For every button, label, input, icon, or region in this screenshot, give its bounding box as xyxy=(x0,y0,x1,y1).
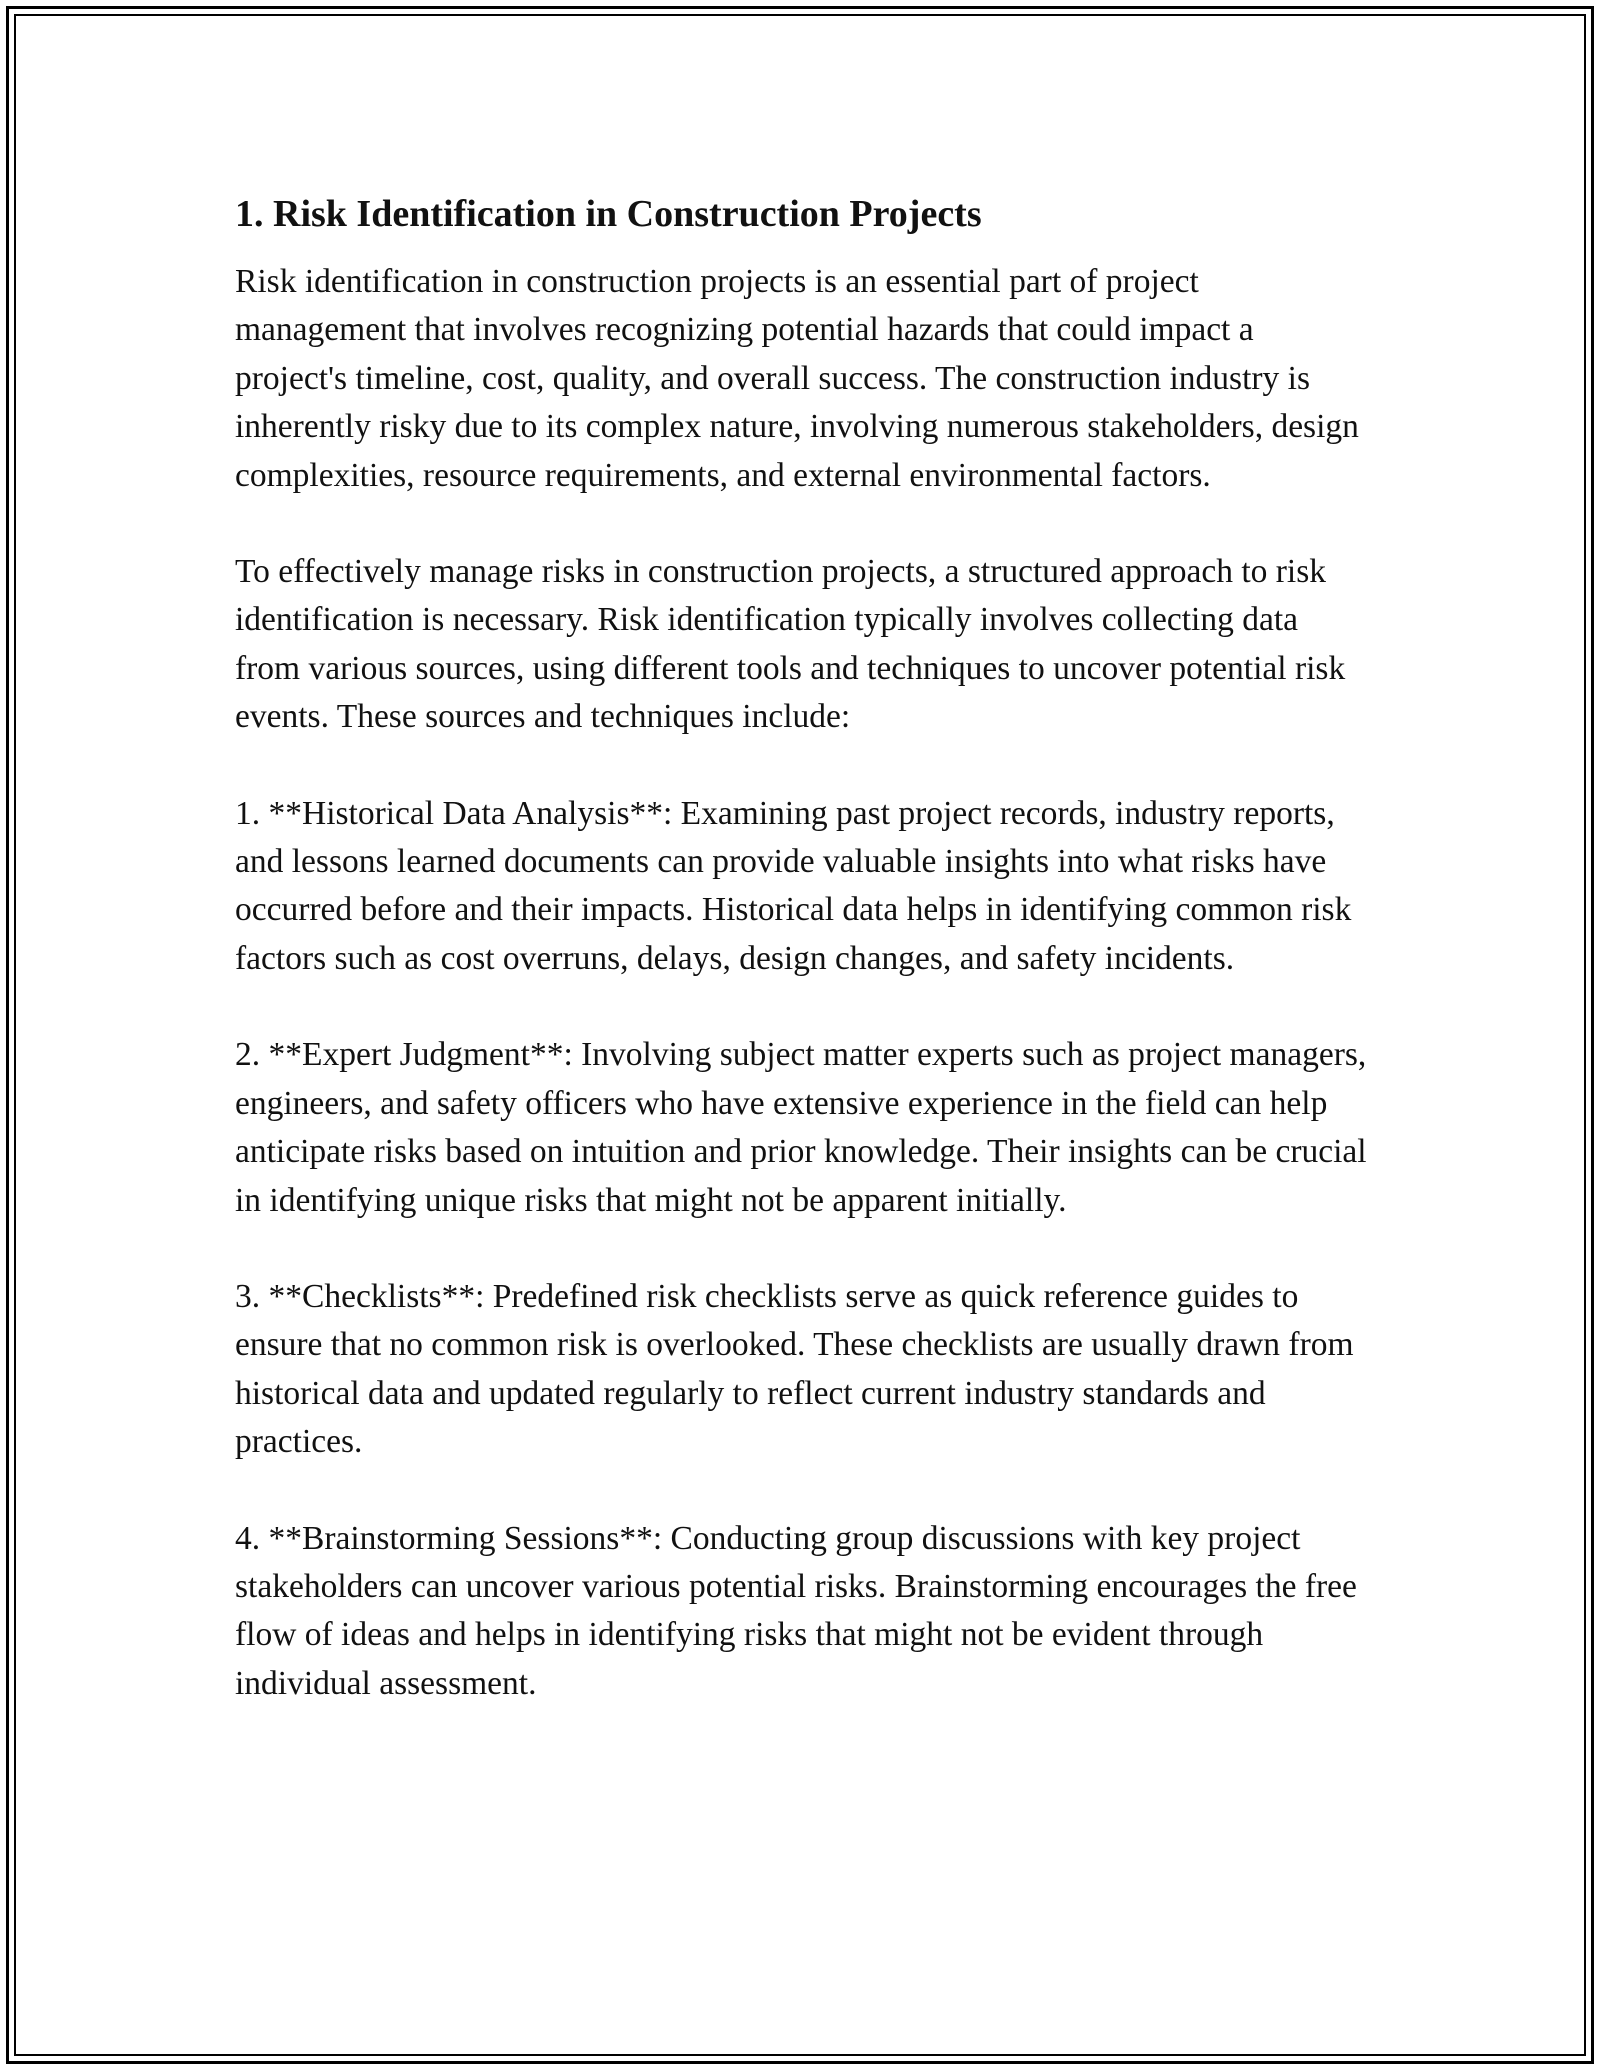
document-title: 1. Risk Identification in Construction Projects xyxy=(235,193,982,235)
list-item-checklists: 3. **Checklists**: Predefined risk checklists serve as quick reference guides to ensure that no common risk is overlooked. These checklists are usually drawn from historical data and updated regularly to reflect current industry standards and practices. xyxy=(235,1277,1354,1461)
paragraph-intro: Risk identification in construction projects is an essential part of project management that involves recognizing potential hazards that could impact a project's timeline, cost, quality, and overall success. The construction industry is inherently risky due to its complex nature, involving numerous stakeholders, design complexities, resource requirements, and external environmental factors. xyxy=(235,263,1359,494)
paragraph-approach: To effectively manage risks in construction projects, a structured approach to risk identification is necessary. Risk identification typically involves collecting data from various sources, using different tools and techniques to uncover potential risk events. These sources and techniques include: xyxy=(235,553,1346,736)
list-item-historical-data: 1. **Historical Data Analysis**: Examining past project records, industry reports, and lessons learned documents can provide valuable insights into what risks have occurred before and their impacts. Historical data helps in identifying common risk factors such as cost overruns, delays, design changes, and safety incidents. xyxy=(235,794,1352,977)
list-item-brainstorming: 4. **Brainstorming Sessions**: Conducting group discussions with key project stakeholders can uncover various potential risks. Brainstorming encourages the free flow of ideas and helps in identifying risks that might not be evident through individual assessment. xyxy=(235,1519,1357,1702)
list-item-expert-judgment: 2. **Expert Judgment**: Involving subject matter experts such as project managers, engineers, and safety officers who have extensive experience in the field can help anticipate risks based on intuition and prior knowledge. Their insights can be crucial in identifying unique risks that might not be apparent initially. xyxy=(235,1036,1367,1219)
document-body xyxy=(235,190,1370,1708)
